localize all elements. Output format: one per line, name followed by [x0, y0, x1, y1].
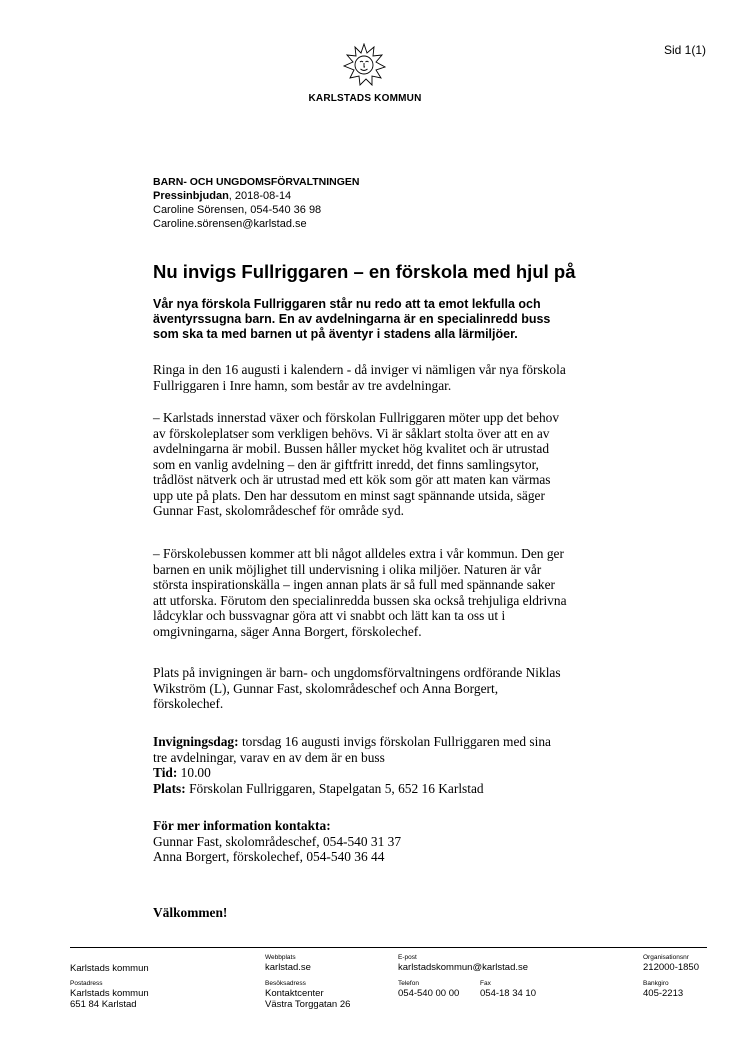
event-place-value: Förskolan Fullriggaren, Stapelgatan 5, 652 16 Karlstad — [185, 780, 484, 796]
body-paragraph-4 — [153, 665, 623, 712]
doc-type: Pressinbjudan — [153, 190, 229, 202]
text-line: upp ute på plats. Den har dessutom en minst sagt spännande utsida, säger — [153, 487, 545, 503]
text-line: förskolechef. — [153, 696, 224, 711]
footer-label: Fax — [480, 980, 491, 987]
event-day — [153, 734, 623, 750]
text-line: Plats på invigningen är barn- och ungdomsförvaltningens ordförande Niklas — [153, 665, 561, 680]
text-line: – Förskolebussen kommer att bli något alldeles extra i vår kommun. Den ger — [153, 546, 564, 561]
footer-label: Telefon — [398, 980, 419, 987]
department: BARN- OCH UNGDOMSFÖRVALTNINGEN — [153, 176, 360, 188]
body-paragraph-2 — [153, 410, 623, 519]
event-time — [153, 765, 623, 781]
page-number: Sid 1(1) — [663, 43, 706, 57]
contact-block — [153, 818, 623, 865]
text-line: trådlöst nätverk och är utrustad med ett kök som gör att maten kan värmas — [153, 472, 551, 487]
event-time-label: Tid: — [153, 765, 178, 780]
footer-label: Webbplats — [265, 954, 296, 961]
footer-fax-value: 054-18 34 10 — [480, 988, 536, 999]
footer-orgnr-value: 212000-1850 — [643, 962, 699, 973]
footer-label: Postadress — [70, 980, 103, 987]
lead-line: äventyrssugna barn. En av avdelningarna är en specialinredd buss — [153, 312, 551, 326]
doc-type-line — [153, 189, 360, 203]
footer-divider — [70, 947, 707, 948]
footer-bank-value: 405-2213 — [643, 988, 684, 999]
footer-label: Bankgiro — [643, 980, 669, 987]
event-time-value: 10.00 — [177, 765, 211, 780]
footer-post-line: 651 84 Karlstad — [70, 999, 137, 1010]
text-line: som en vanlig avdelning – den är giftfritt inredd, det finns samlingsytor, — [153, 456, 539, 472]
event-day-text: torsdag 16 augusti invigs förskolan Fullriggaren med sina — [238, 734, 551, 749]
text-line: Ringa in den 16 augusti i kalendern - då inviger vi nämligen vår nya förskola — [153, 362, 566, 377]
footer-post-line: Karlstads kommun — [70, 988, 149, 999]
sun-icon — [342, 43, 386, 87]
text-line: största inspirationskälla – ingen annan plats är så full med spännande saker — [153, 577, 555, 592]
body-paragraph-1 — [153, 362, 623, 393]
text-line: barnen en unik möjlighet till undervisning i olika miljöer. Naturen är vår — [153, 561, 542, 577]
footer-label: Organisationsnr — [643, 954, 689, 961]
lead-line: som ska ta med barnen ut på äventyr i stadens alla lärmiljöer. — [153, 327, 518, 341]
text-line: Wikström (L), Gunnar Fast, skolområdeschef och Anna Borgert, — [153, 680, 499, 696]
lead-paragraph — [153, 297, 623, 342]
org-name: KARLSTADS KOMMUN — [308, 93, 422, 104]
press-title: Nu invigs Fullriggaren – en förskola med hjul på — [153, 261, 576, 282]
body-paragraph-3 — [153, 546, 623, 639]
text-line: av förskoleplatser som verkligen behövs. Vi är såklart stolta över att en av — [153, 425, 550, 441]
text-line: att utforska. Förutom den specialinredda bussen ska också trehjuliga eldrivna — [153, 592, 567, 608]
footer-email-value[interactable]: karlstadskommun@karlstad.se — [398, 962, 529, 973]
welcome-text: Välkommen! — [153, 905, 228, 920]
footer-label: Besöksadress — [265, 980, 306, 987]
footer-bank — [643, 980, 683, 999]
footer-post — [70, 980, 149, 1010]
footer-visit-line: Västra Torggatan 26 — [265, 999, 351, 1010]
footer-fax — [480, 980, 536, 999]
footer-visit — [265, 980, 350, 1010]
sender-block — [153, 175, 360, 231]
footer-web — [265, 954, 311, 973]
contact-person: Anna Borgert, förskolechef, 054-540 36 44 — [153, 849, 385, 864]
text-line: lådcyklar och bussvagnar göra att vi snabbt och lätt kan ta oss ut i — [153, 608, 506, 623]
footer-label: E-post — [398, 954, 417, 961]
event-place-label: Plats: — [153, 780, 186, 796]
event-day-cont: tre avdelningar, varav en av dem är en buss — [153, 749, 385, 765]
footer-phone-value: 054-540 00 00 — [398, 988, 460, 999]
contact-email[interactable]: Caroline.sörensen@karlstad.se — [153, 218, 307, 230]
footer-phone — [398, 980, 459, 999]
event-place — [153, 781, 623, 797]
footer-visit-line: Kontaktcenter — [265, 988, 324, 999]
event-details — [153, 734, 623, 796]
footer-orgnr — [643, 954, 699, 973]
contact-line: Caroline Sörensen, 054-540 36 98 — [153, 204, 322, 216]
footer-web-value[interactable]: karlstad.se — [265, 962, 311, 973]
text-line: avdelningarna är mobil. Bussen håller mycket hög kvalitet och är utrustad — [153, 441, 550, 456]
contact-heading: För mer information kontakta: — [153, 818, 331, 833]
footer-email — [398, 954, 528, 973]
text-line: – Karlstads innerstad växer och förskolan Fullriggaren möter upp det behov — [153, 410, 560, 425]
text-line: omgivningarna, säger Anna Borgert, förskolechef. — [153, 623, 422, 639]
footer-org: Karlstads kommun — [70, 963, 149, 974]
contact-person: Gunnar Fast, skolområdeschef, 054-540 31 37 — [153, 833, 402, 849]
lead-line: Vår nya förskola Fullriggaren står nu redo att ta emot lekfulla och — [153, 297, 541, 311]
text-line: Gunnar Fast, skolområdeschef för område syd. — [153, 503, 405, 518]
text-line: Fullriggaren i Inre hamn, som består av tre avdelningar. — [153, 377, 452, 393]
event-day-label: Invigningsdag: — [153, 734, 239, 749]
doc-date: , 2018-08-14 — [228, 190, 292, 202]
